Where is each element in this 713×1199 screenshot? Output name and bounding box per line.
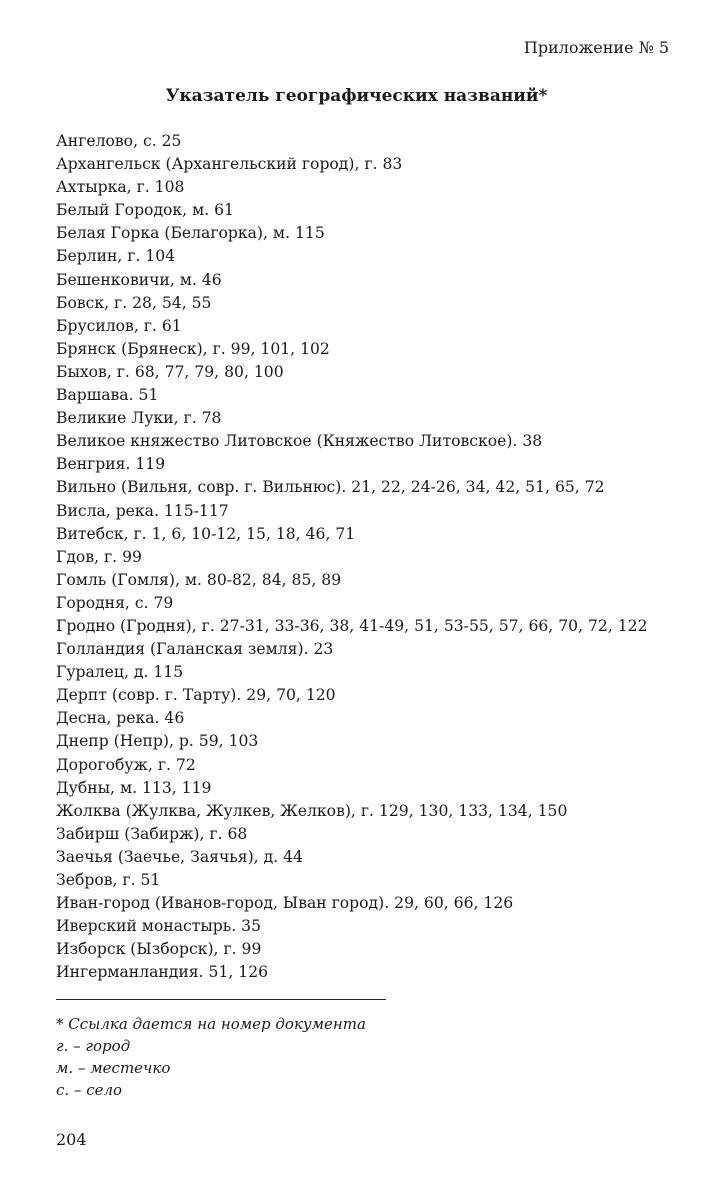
index-entry: Дубны, м. 113, 119: [56, 778, 212, 797]
index-entry: Гродно (Гродня), г. 27-31, 33-36, 38, 41-49, 51, 53-55, 57, 66, 70, 72, 122: [56, 616, 648, 635]
footnote-item: г. – город: [56, 1037, 131, 1055]
index-list: [56, 130, 696, 984]
index-entry: Быхов, г. 68, 77, 79, 80, 100: [56, 362, 284, 381]
index-entry: Бовск, г. 28, 54, 55: [56, 293, 212, 312]
index-entry: Городня, с. 79: [56, 593, 174, 612]
index-entry: Брянск (Брянеск), г. 99, 101, 102: [56, 339, 330, 358]
index-entry: Ингерманландия. 51, 126: [56, 963, 269, 982]
index-entry: Забирш (Забирж), г. 68: [56, 824, 248, 843]
page-number: 204: [56, 1130, 87, 1149]
footnote-divider: [56, 999, 386, 1000]
index-entry: Голландия (Галанская земля). 23: [56, 640, 334, 659]
index-entry: Витебск, г. 1, 6, 10-12, 15, 18, 46, 71: [56, 524, 356, 543]
index-entry: Иверский монастырь. 35: [56, 917, 262, 936]
index-entry: Заечья (Заечье, Заячья), д. 44: [56, 847, 303, 866]
index-entry: Жолква (Жулква, Жулкев, Желков), г. 129, 130, 133, 134, 150: [56, 801, 568, 820]
index-entry: Великое княжество Литовское (Княжество Литовское). 38: [56, 432, 543, 451]
index-entry: Берлин, г. 104: [56, 247, 176, 266]
index-entry: Висла, река. 115-117: [56, 501, 229, 520]
index-entry: Ахтырка, г. 108: [56, 178, 185, 197]
index-entry: Десна, река. 46: [56, 709, 185, 728]
index-entry: Вильно (Вильня, совр. г. Вильнюс). 21, 22, 24-26, 34, 42, 51, 65, 72: [56, 478, 605, 497]
index-entry: Изборск (Ызборск), г. 99: [56, 940, 262, 959]
index-entry: Гомль (Гомля), м. 80-82, 84, 85, 89: [56, 570, 342, 589]
index-entry: Днепр (Непр), р. 59, 103: [56, 732, 259, 751]
index-entry: Великие Луки, г. 78: [56, 409, 222, 428]
index-entry: Брусилов, г. 61: [56, 316, 182, 335]
index-entry: Ангелово, с. 25: [56, 132, 182, 150]
footnote-item: м. – местечко: [56, 1059, 171, 1077]
index-entry: Белая Горка (Белагорка), м. 115: [56, 224, 325, 243]
index-entry: Гуралец, д. 115: [56, 663, 184, 682]
index-entry: Дерпт (совр. г. Тарту). 29, 70, 120: [56, 686, 336, 705]
index-entry: Зебров, г. 51: [56, 871, 161, 889]
index-entry: Бешенковичи, м. 46: [56, 270, 222, 289]
footnote-item: с. – село: [56, 1081, 123, 1099]
index-entry: Варшава. 51: [56, 386, 159, 405]
index-entry: Иван-город (Иванов-город, Ыван город). 29, 60, 66, 126: [56, 894, 514, 913]
index-entry: Дорогобуж, г. 72: [56, 755, 196, 774]
page-title: Указатель географических названий*: [165, 86, 548, 106]
index-entry: Архангельск (Архангельский город), г. 83: [56, 155, 403, 174]
index-entry: Белый Городок, м. 61: [56, 201, 234, 220]
footnote-item: * Ссылка дается на номер документа: [56, 1015, 366, 1033]
appendix-label: Приложение № 5: [523, 38, 669, 57]
index-entry: Гдов, г. 99: [56, 547, 142, 566]
footnote-list: [56, 1013, 366, 1101]
index-entry: Венгрия. 119: [56, 455, 166, 474]
